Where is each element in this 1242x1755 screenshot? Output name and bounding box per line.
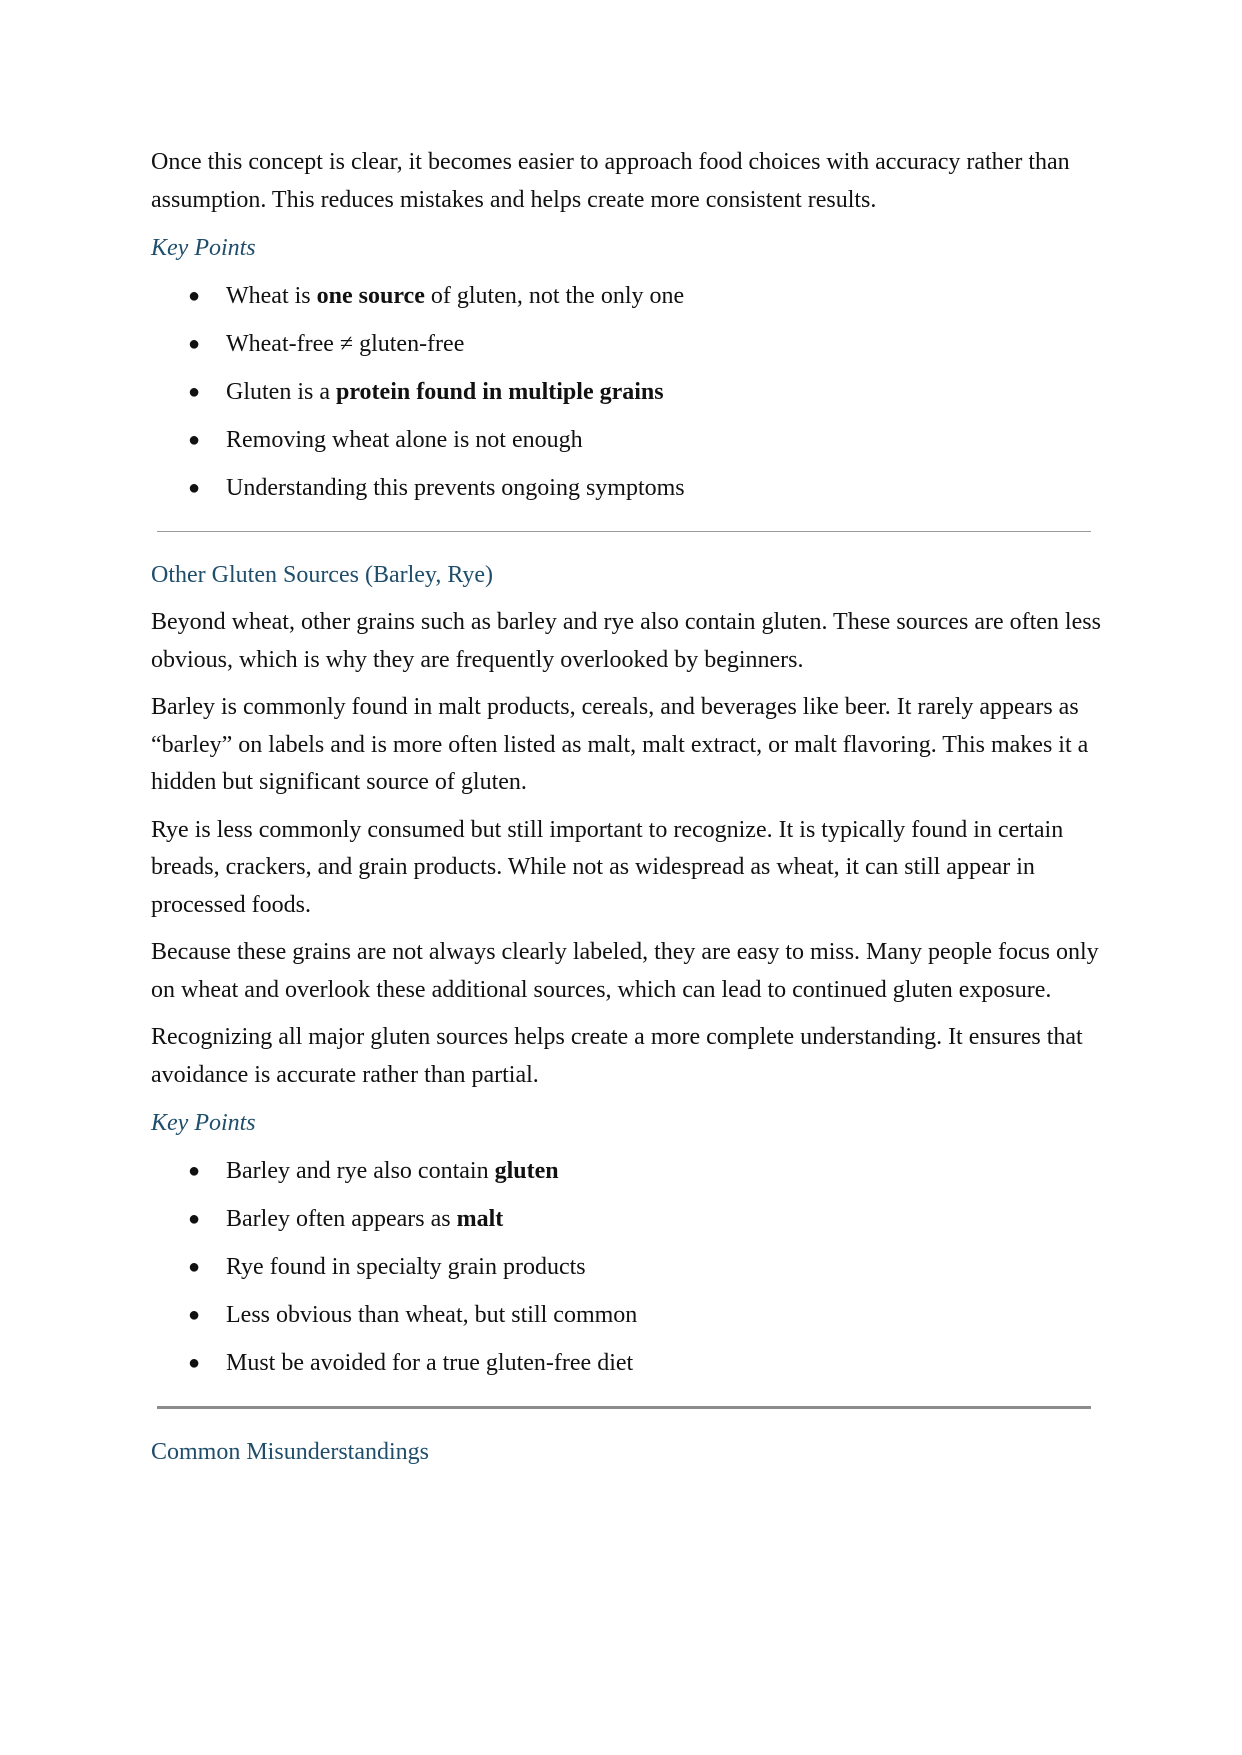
paragraph: Barley is commonly found in malt products, cereals, and beverages like beer. It rarely appears as “barley” on labels and is more often listed as malt, malt extract, or malt flavoring. This makes it a hidden but significant source of gluten.: [151, 694, 1089, 795]
document-page: [151, 144, 1101, 1481]
bullet-icon: ●: [188, 285, 201, 307]
text-segment: Rye found in specialty grain products: [226, 1254, 586, 1280]
paragraph: Because these grains are not always clearly labeled, they are easy to miss. Many people focus only on wheat and overlook these additional sources, which can lead to continued gluten exposure.: [151, 939, 1099, 1003]
bold-text: gluten: [494, 1158, 559, 1184]
section-paragraphs: [151, 604, 1101, 1094]
list-item: [151, 1296, 1101, 1334]
text-segment: Gluten is a: [226, 379, 336, 405]
list-item: [151, 1344, 1101, 1382]
paragraph: Once this concept is clear, it becomes easier to approach food choices with accuracy rather than assumption. This reduces mistakes and helps create more consistent results.: [151, 149, 1070, 213]
text-segment: of gluten, not the only one: [424, 283, 685, 309]
intro-paragraphs: [151, 144, 1101, 219]
bullet-icon: ●: [188, 1208, 201, 1230]
key-points-heading: Key Points: [151, 235, 256, 261]
list-item: [151, 1152, 1101, 1190]
bullet-icon: ●: [188, 1352, 201, 1374]
section-title: Other Gluten Sources (Barley, Rye): [151, 562, 494, 588]
bold-text: one source: [316, 283, 425, 309]
list-item: [151, 325, 1101, 363]
bullet-icon: ●: [188, 333, 201, 355]
bullet-icon: ●: [188, 429, 201, 451]
list-item: [151, 277, 1101, 315]
text-segment: Understanding this prevents ongoing symptoms: [226, 475, 685, 501]
bullet-icon: ●: [188, 381, 201, 403]
key-points-list: [151, 277, 1101, 507]
section-divider: [157, 531, 1091, 532]
section-title: Common Misunderstandings: [151, 1439, 430, 1465]
bullet-icon: ●: [188, 1304, 201, 1326]
bullet-icon: ●: [188, 477, 201, 499]
paragraph: Rye is less commonly consumed but still important to recognize. It is typically found in certain breads, crackers, and grain products. While not as widespread as wheat, it can still appear in processed foods.: [151, 816, 1064, 918]
section-divider: [157, 1406, 1091, 1409]
text-segment: Wheat is: [226, 283, 317, 309]
text-segment: Barley often appears as: [226, 1206, 457, 1232]
bold-text: protein found in multiple grains: [335, 379, 664, 405]
list-item: [151, 421, 1101, 459]
list-item: [151, 373, 1101, 411]
paragraph: Recognizing all major gluten sources helps create a more complete understanding. It ensures that avoidance is accurate rather than partial.: [151, 1024, 1083, 1088]
bullet-icon: ●: [188, 1256, 201, 1278]
list-item: [151, 1200, 1101, 1238]
paragraph: Beyond wheat, other grains such as barley and rye also contain gluten. These sources are often less obvious, which is why they are frequently overlooked by beginners.: [151, 609, 1101, 673]
text-segment: Removing wheat alone is not enough: [226, 427, 583, 453]
text-segment: Wheat-free ≠ gluten-free: [226, 331, 465, 357]
key-points-heading: Key Points: [151, 1110, 256, 1136]
list-item: [151, 1248, 1101, 1286]
text-segment: Must be avoided for a true gluten-free diet: [226, 1350, 634, 1376]
bullet-icon: ●: [188, 1160, 201, 1182]
bold-text: malt: [456, 1206, 504, 1232]
text-segment: Barley and rye also contain: [226, 1158, 495, 1184]
text-segment: Less obvious than wheat, but still common: [226, 1302, 638, 1328]
list-item: [151, 469, 1101, 507]
key-points-list: [151, 1152, 1101, 1382]
